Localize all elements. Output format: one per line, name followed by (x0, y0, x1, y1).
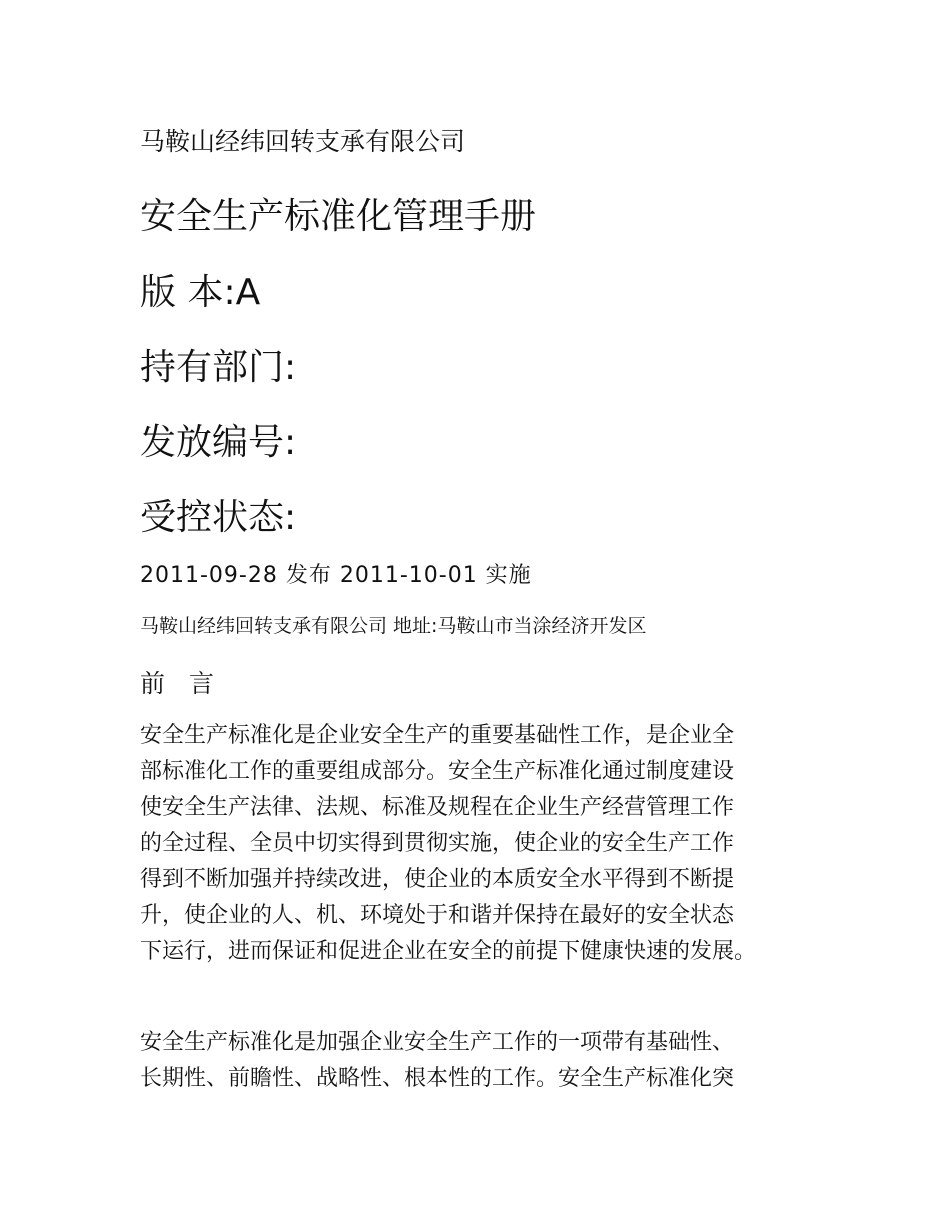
issue-number-field: 发放编号: (140, 422, 297, 463)
manual-title: 安全生产标准化管理手册 (140, 196, 537, 237)
company-address: 马鞍山经纬回转支承有限公司 地址:马鞍山市当涂经济开发区 (140, 615, 647, 637)
paragraph-line: 升，使企业的人、机、环境处于和谐并保持在最好的安全状态 (140, 903, 735, 928)
paragraph-line: 得到不断加强并持续改进，使企业的本质安全水平得到不断提 (140, 867, 735, 892)
preface-heading: 前 言 (140, 669, 222, 698)
paragraph-line: 的全过程、全员中切实得到贯彻实施，使企业的安全生产工作 (140, 831, 735, 856)
paragraph-line: 使安全生产法律、法规、标准及规程在企业生产经营管理工作 (140, 795, 735, 820)
paragraph-line: 下运行，进而保证和促进企业在安全的前提下健康快速的发展。 (140, 939, 757, 964)
issue-dates: 2011-09-28 发布 2011-10-01 实施 (140, 563, 532, 588)
paragraph-line: 安全生产标准化是加强企业安全生产工作的一项带有基础性、 (140, 1030, 735, 1055)
preface-paragraph-1 (140, 718, 815, 970)
company-name: 马鞍山经纬回转支承有限公司 (140, 127, 466, 156)
version-field: 版 本:A (140, 272, 261, 313)
control-status-field: 受控状态: (140, 497, 297, 538)
preface-paragraph-2 (140, 1025, 815, 1097)
paragraph-line: 部标准化工作的重要组成部分。安全生产标准化通过制度建设 (140, 759, 735, 784)
paragraph-line: 安全生产标准化是企业安全生产的重要基础性工作，是企业全 (140, 723, 735, 748)
holding-dept-field: 持有部门: (140, 347, 297, 388)
paragraph-line: 长期性、前瞻性、战略性、根本性的工作。安全生产标准化突 (140, 1066, 735, 1091)
